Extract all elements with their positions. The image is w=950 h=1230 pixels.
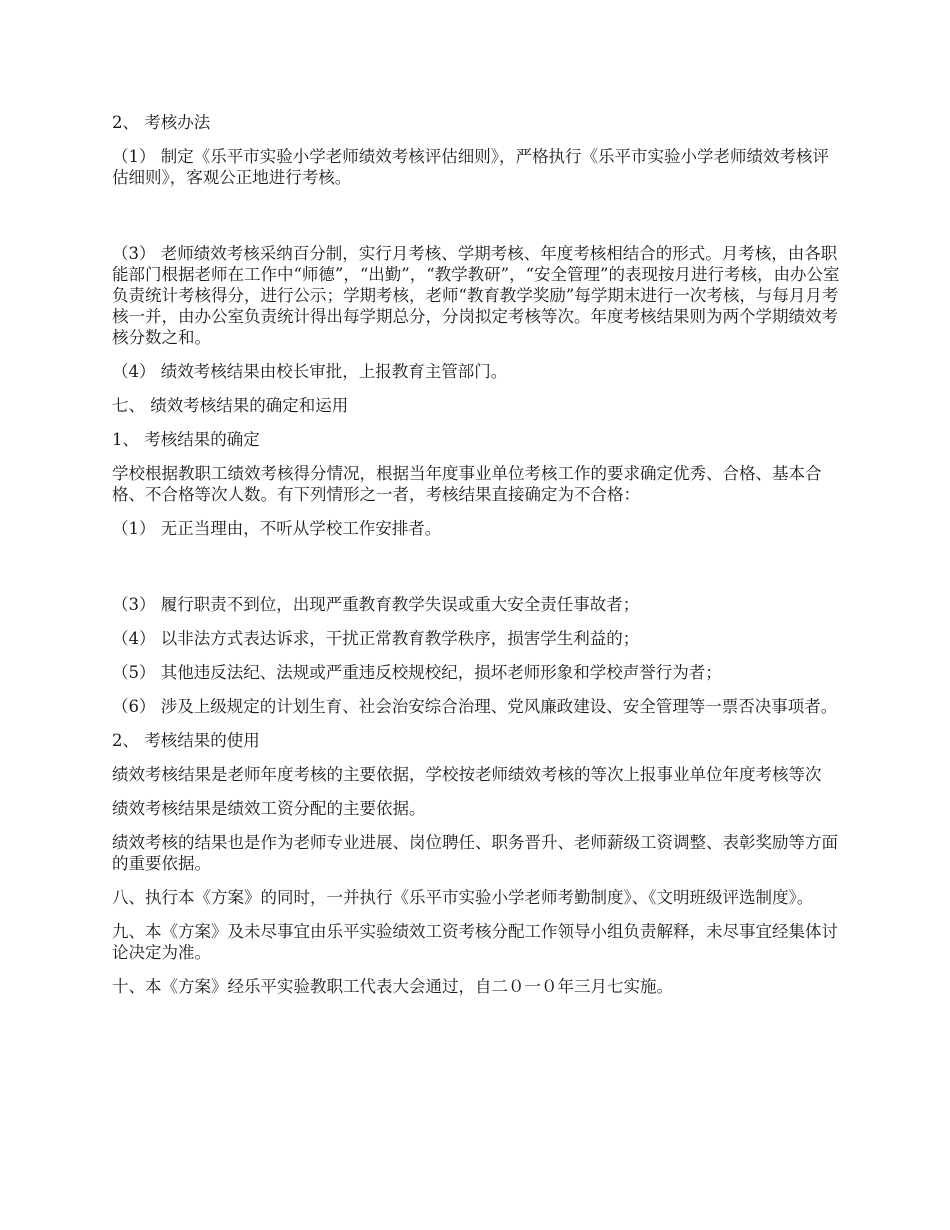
paragraph: （3） 老师绩效考核采纳百分制，实行月考核、学期考核、年度考核相结合的形式。月考核，由各职能部门根据老师在工作中“师德”，“出勤”，“教学教研”，“安全管理”的表现按月进行考核，由办公室负责统计考核得分，进行公示；学期考核，老师“教育教学奖励”每学期末进行一次考核，与每月月考核一并，由办公室负责统计得出每学期总分，分岗拟定考核等次。年度考核结果则为两个学期绩效考核分数之和。 <box>112 244 840 347</box>
paragraph: 学校根据教职工绩效考核得分情况，根据当年度事业单位考核工作的要求确定优秀、合格、基本合格、不合格等次人数。有下列情形之一者，考核结果直接确定为不合格： <box>112 464 822 504</box>
section-heading: 2、 考核办法 <box>112 113 211 132</box>
paragraph: 绩效考核的结果也是作为老师专业进展、岗位聘任、职务晋升、老师薪级工资调整、表彰奖励等方面的重要依据。 <box>112 833 838 873</box>
paragraph: （4） 绩效考核结果由校长审批，上报教育主管部门。 <box>112 362 508 381</box>
list-item: （3） 履行职责不到位，出现严重教育教学失误或重大安全责任事故者； <box>112 595 640 614</box>
paragraph: 八、执行本《方案》的同时，一并执行《乐平市实验小学老师考勤制度》、《文明班级评选制度》。 <box>112 888 814 907</box>
list-item: （1） 无正当理由，不听从学校工作安排者。 <box>112 519 442 538</box>
list-item: （4） 以非法方式表达诉求，干扰正常教育教学秩序，损害学生利益的； <box>112 629 640 648</box>
paragraph: （1） 制定《乐平市实验小学老师绩效考核评估细则》，严格执行《乐平市实验小学老师绩效考核评估细则》，客观公正地进行考核。 <box>112 147 829 187</box>
section-heading: 1、 考核结果的确定 <box>112 430 260 449</box>
list-item: （5） 其他违反法纪、法规或严重违反校规校纪，损坏老师形象和学校声誉行为者； <box>112 663 722 682</box>
paragraph: 十、本《方案》经乐平实验教职工代表大会通过，自二０一０年三月七实施。 <box>112 977 673 996</box>
list-item: （6） 涉及上级规定的计划生育、社会治安综合治理、党风廉政建设、安全管理等一票否决事项者。 <box>112 697 838 716</box>
paragraph: 绩效考核结果是绩效工资分配的主要依据。 <box>112 799 426 818</box>
paragraph: 九、本《方案》及未尽事宜由乐平实验绩效工资考核分配工作领导小组负责解释，未尽事宜经集体讨论决定为准。 <box>112 922 838 962</box>
document-page <box>112 112 842 997</box>
section-heading: 2、 考核结果的使用 <box>112 731 260 750</box>
paragraph: 绩效考核结果是老师年度考核的主要依据，学校按老师绩效考核的等次上报事业单位年度考核等次 <box>112 765 822 784</box>
section-heading: 七、 绩效考核结果的确定和运用 <box>112 396 349 415</box>
